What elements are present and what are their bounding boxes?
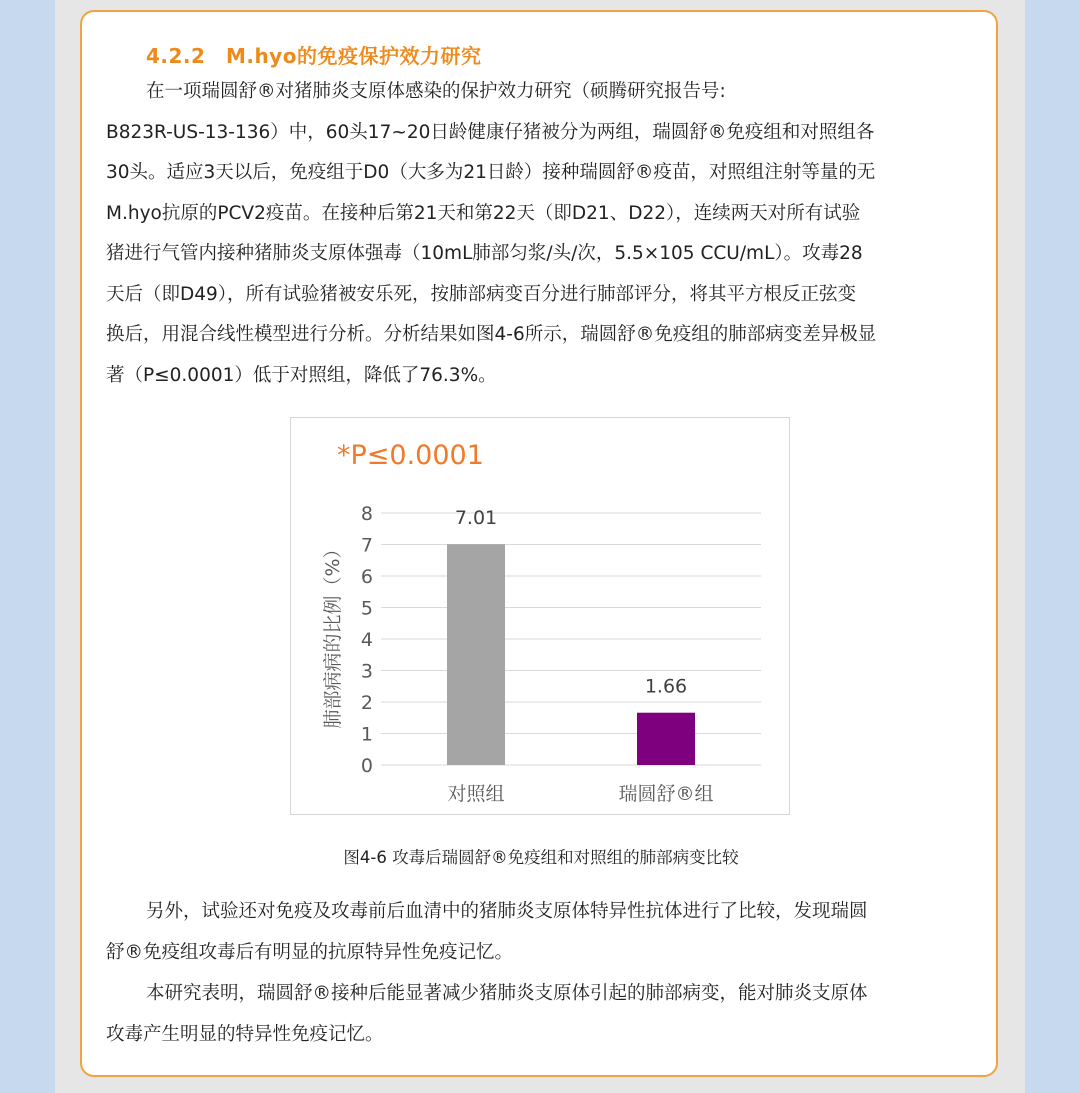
y-tick-label: 6 xyxy=(360,566,373,588)
y-tick-label: 7 xyxy=(360,534,373,557)
y-tick-label: 2 xyxy=(360,692,373,714)
text-line: 30头。适应3天以后，免疫组于D0（大多为21日龄）接种瑞圆舒®疫苗，对照组注射等量的无 xyxy=(106,162,876,183)
bar xyxy=(447,544,505,765)
y-axis-label: 肺部病病的比例（%） xyxy=(322,539,344,729)
bar xyxy=(637,713,695,765)
figure-caption: 图4-6 攻毒后瑞圆舒®免疫组和对照组的肺部病变比较 xyxy=(343,848,739,867)
paragraph-antibody xyxy=(106,892,968,973)
text-line: 天后（即D49），所有试验猪被安乐死，按肺部病变百分进行肺部评分，将其平方根反正弦变 xyxy=(106,283,857,305)
text-line: B823R-US-13-136）中，60头17~20日龄健康仔猪被分为两组，瑞圆舒®免疫组和对照组各 xyxy=(106,121,875,143)
text-line: 著（P≤0.0001）低于对照组，降低了76.3%。 xyxy=(106,364,497,386)
y-tick-label: 4 xyxy=(360,629,373,651)
text-line: 换后，用混合线性模型进行分析。分析结果如图4-6所示，瑞圆舒®免疫组的肺部病变差异极显 xyxy=(106,324,877,345)
paragraph-study-description xyxy=(106,72,968,396)
y-tick-label: 1 xyxy=(360,723,373,746)
y-tick-label: 0 xyxy=(360,755,373,777)
y-tick-label: 3 xyxy=(360,660,373,683)
text-line: 在一项瑞圆舒®对猪肺炎支原体感染的保护效力研究（硕腾研究报告号: xyxy=(146,81,726,102)
figure-bar-chart xyxy=(290,417,790,815)
lung-lesion-chart xyxy=(291,418,789,814)
data-label: 7.01 xyxy=(454,507,498,530)
text-line: 本研究表明，瑞圆舒®接种后能显著减少猪肺炎支原体引起的肺部病变，能对肺炎支原体 xyxy=(146,983,868,1004)
section-heading: 4.2.2 M.hyo的免疫保护效力研究 xyxy=(146,44,482,68)
y-tick-label: 8 xyxy=(360,503,373,525)
significance-label: *P≤0.0001 xyxy=(337,440,484,471)
paragraph-conclusion xyxy=(106,974,968,1055)
content-card xyxy=(80,10,998,1077)
x-tick-label: 瑞圆舒®组 xyxy=(618,783,714,805)
left-background-margin xyxy=(0,0,55,1093)
text-line: M.hyo抗原的PCV2疫苗。在接种后第21天和第22天（即D21、D22），连续两天对所有试验 xyxy=(106,202,861,224)
x-tick-label: 对照组 xyxy=(447,783,505,805)
text-line: 攻毒产生明显的特异性免疫记忆。 xyxy=(106,1023,384,1045)
text-line: 舒®免疫组攻毒后有明显的抗原特异性免疫记忆。 xyxy=(106,941,514,963)
text-line: 猪进行气管内接种猪肺炎支原体强毒（10mL肺部匀浆/头/次，5.5×105 CCU/mL）。攻毒28 xyxy=(106,243,863,264)
y-tick-label: 5 xyxy=(360,597,373,620)
text-line: 另外，试验还对免疫及攻毒前后血清中的猪肺炎支原体特异性抗体进行了比较，发现瑞圆 xyxy=(146,901,868,922)
data-label: 1.66 xyxy=(644,675,688,698)
right-background-margin xyxy=(1025,0,1080,1093)
